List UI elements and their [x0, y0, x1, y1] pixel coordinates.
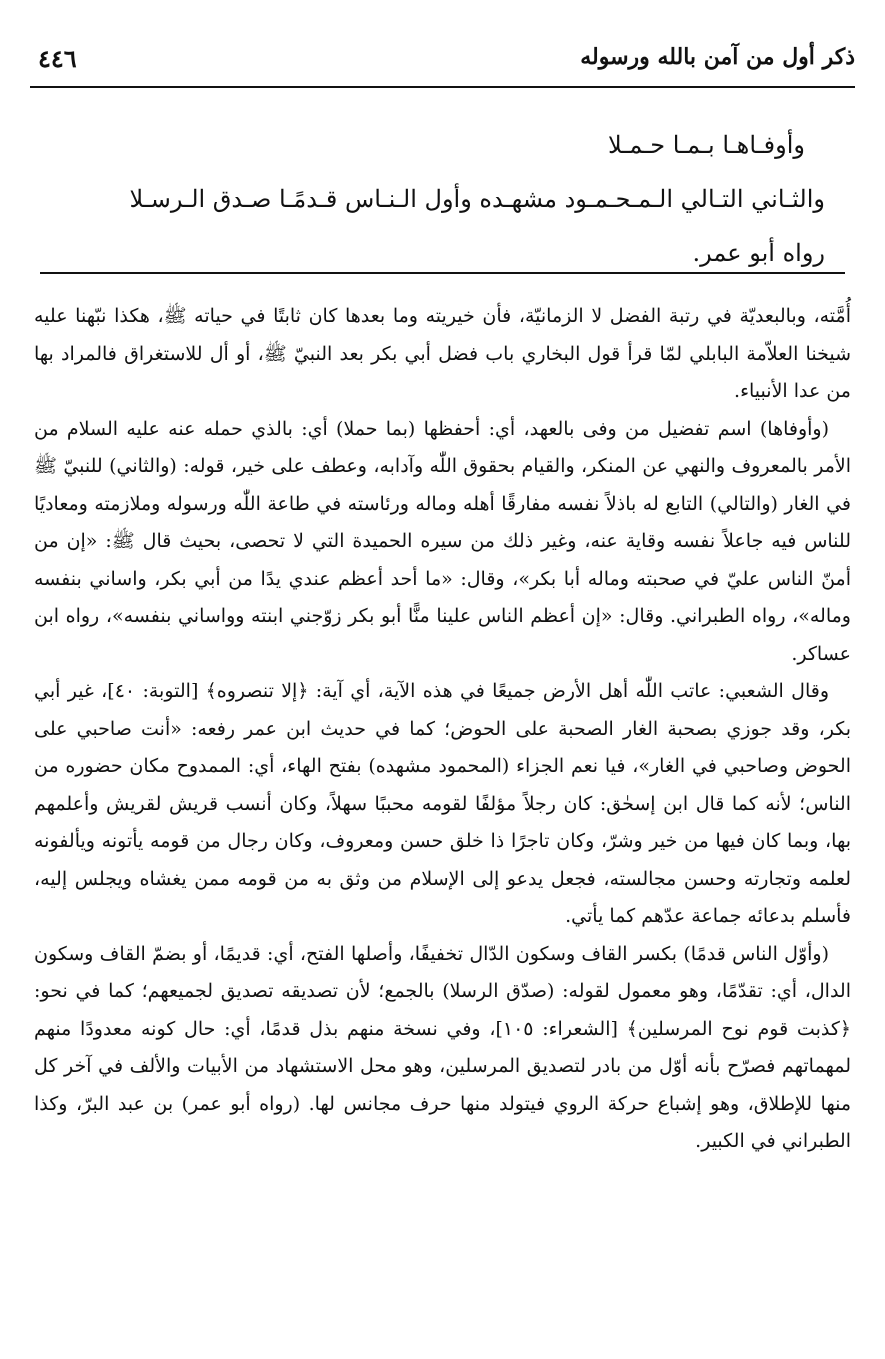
poem-line: والثـاني التـالي الـمـحـمـود مشهـده وأول الـنـاس قـدمًـا صـدق الـرسـلا: [129, 185, 825, 213]
commentary-paragraph: (وأوّل الناس قدمًا) بكسر القاف وسكون الدّال تخفيفًا، وأصلها الفتح، أي: قديمًا، أو بضمّ القاف وسكون الدال، أي: تقدّمًا، وهو معمول لقوله: (صدّق الرسلا) بالجمع؛ لأن تصديقه تصديق لجميعهم؛ كما في نحو: ﴿كذبت قوم نوح المرسلين﴾ [الشعراء: ١٠٥]، وفي نسخة منهم بذل قدمًا، أي: حال كونه معدودًا منهم لمهماتهم فصرّح بأنه أوّل من بادر لتصديق المرسلين، وهو محل الاستشهاد من الأبيات والألف في آخر كل منها للإطلاق، وهو إشباع حركة الروي فيتولد منها حرف مجانس لها. (رواه أبو عمر) بن عبد البرّ، وكذا الطبراني في الكبير.: [34, 942, 852, 1152]
poem-line: وأوفـاهـا بـمـا حـمـلا: [608, 131, 805, 159]
header-divider: [30, 86, 855, 88]
commentary-paragraph: (وأوفاها) اسم تفضيل من وفى بالعهد، أي: أحفظها (بما حملا) أي: بالذي حمله عنه عليه السلام من الأمر بالمعروف والنهي عن المنكر، والقيام بحقوق اللّٰه وآدابه، وعطف على خير، قوله: (والثاني) للنبيّ ﷺ في الغار (والتالي) التابع له باذلاً نفسه مفارقًا أهله وماله ورئاسته في طاعة اللّٰه ورسوله وملازمته ومعاديًا للناس فيه جاعلاً نفسه وقاية عنه، وغير ذلك من سيره الحميدة التي لا تحصى، بحيث قال ﷺ: «إن من أمنّ الناس عليّ في صحبته وماله أبا بكر»، وقال: «ما أحد أعظم عندي يدًا من أبي بكر، واساني بنفسه وماله»، رواه الطبراني. وقال: «إن أعظم الناس علينا منًّا أبو بكر زوّجني ابنته وواساني بنفسه»، رواه ابن عساكر.: [34, 417, 851, 665]
poem-attribution: رواه أبو عمر.: [692, 239, 825, 267]
running-header: [30, 40, 855, 90]
poem-block: [60, 118, 825, 280]
poem-divider: [40, 272, 845, 274]
chapter-title: ذكر أول من آمن بالله ورسوله: [580, 44, 855, 70]
commentary-text: [34, 298, 851, 1161]
page-number: ٤٤٦: [38, 44, 77, 73]
commentary-paragraph: وقال الشعبي: عاتب اللّٰه أهل الأرض جميعًا في هذه الآية، أي آية: ﴿إلا تنصروه﴾ [التوبة: ٤٠]، غير أبي بكر، وقد جوزي بصحبة الغار الصحبة على الحوض؛ كما في حديث ابن عمر رفعه: «أنت صاحبي على الحوض وصاحبي في الغار»، فيا نعم الجزاء (المحمود مشهده) بفتح الهاء، أي: الممدوح مكان حضوره من الناس؛ لأنه كما قال ابن إسحٰق: كان رجلاً مؤلفًا لقومه محببًا سهلاً، وكان أنسب قريش لقريش وأعلمهم بها، وبما كان فيها من خير وشرّ، وكان تاجرًا ذا خلق حسن ومعروف، وكان رجال من قومه يأتونه ويألفونه لعلمه وتجارته وحسن مجالسته، فجعل يدعو إلى الإسلام من وثق به من قومه ممن يغشاه ويجلس إليه، فأسلم بدعائه جماعة عدّهم كما يأتي.: [34, 680, 851, 927]
commentary-paragraph: أُمَّته، وبالبعديّة في رتبة الفضل لا الزمانيّة، فأن خيريته وما بعدها كان ثابتًا في حياته ﷺ، هكذا نبّهنا عليه شيخنا العلاّمة البابلي لمّا قرأ قول البخاري باب فضل أبي بكر بعد النبيّ ﷺ، أو أل للاستغراق فالمراد بها من عدا الأنبياء.: [34, 305, 851, 402]
